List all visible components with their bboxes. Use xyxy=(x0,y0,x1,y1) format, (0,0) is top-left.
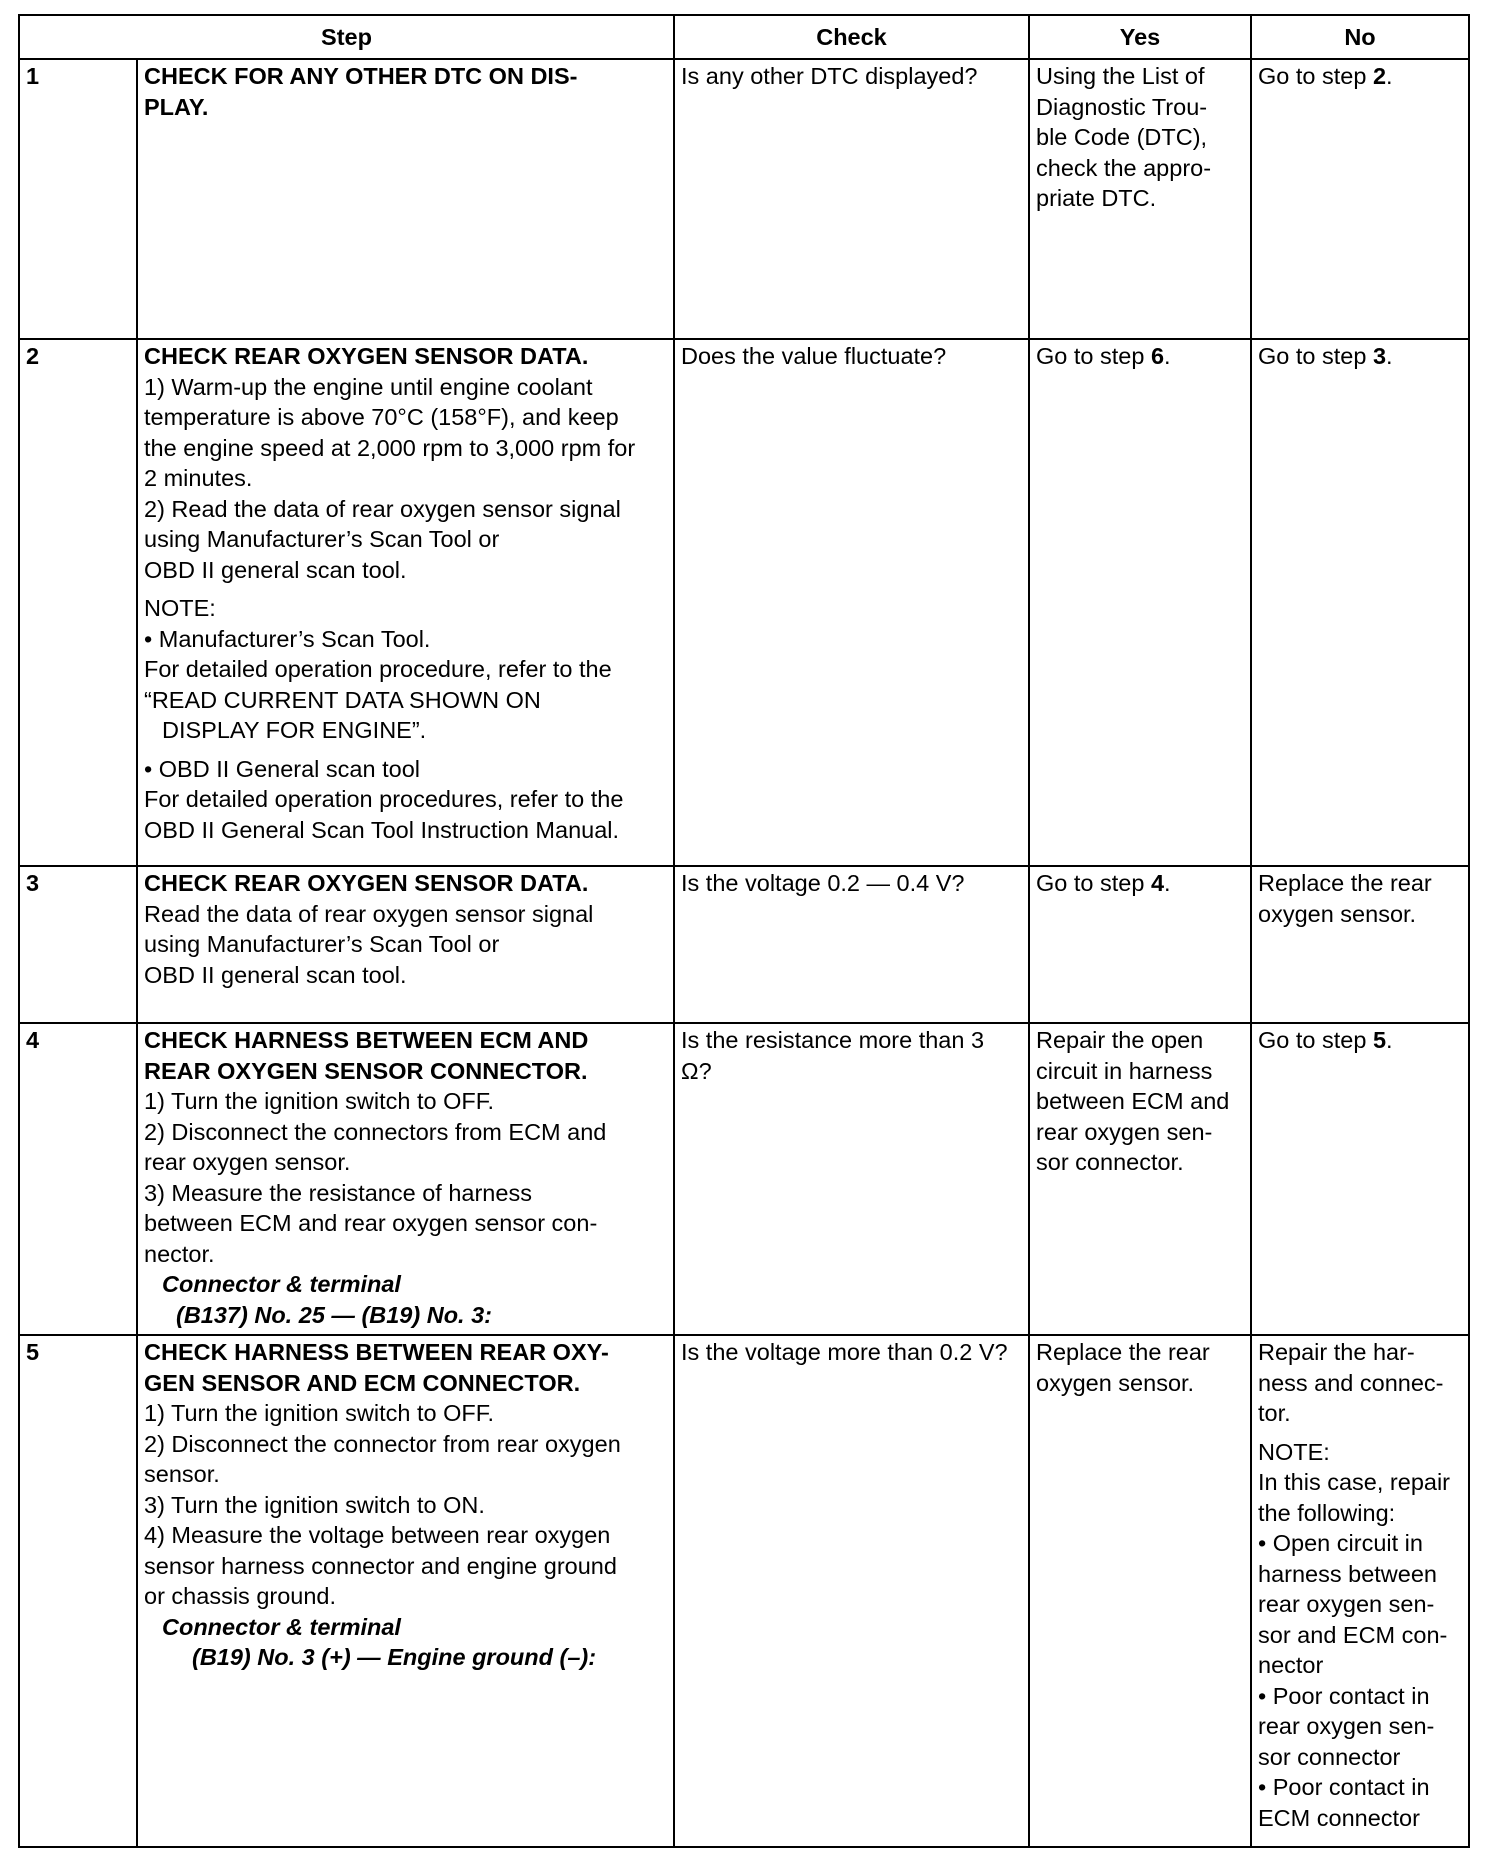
step-number: 1 xyxy=(19,59,137,339)
step-text: 4) Measure the voltage between rear oxygen xyxy=(144,1522,611,1548)
step-title: CHECK FOR ANY OTHER DTC ON DIS- xyxy=(144,63,578,89)
step-text: the engine speed at 2,000 rpm to 3,000 rpm for xyxy=(144,434,636,461)
step-text: 1) Turn the ignition switch to OFF. xyxy=(144,1400,495,1426)
step-title: CHECK REAR OXYGEN SENSOR DATA. xyxy=(144,343,589,369)
step-text: 2) Disconnect the connectors from ECM and xyxy=(144,1118,607,1145)
no-cell xyxy=(1251,59,1469,339)
yes-cell xyxy=(1029,59,1251,339)
yes-text: . xyxy=(1164,870,1171,896)
step-cell xyxy=(137,1023,674,1335)
step-text: 1) Turn the ignition switch to OFF. xyxy=(144,1088,495,1114)
no-text: Repair the har- xyxy=(1258,1339,1415,1365)
step-number: 3 xyxy=(19,866,137,1023)
header-yes: Yes xyxy=(1029,15,1251,59)
yes-text: Repair the open xyxy=(1036,1027,1204,1053)
note-text: sor connector xyxy=(1258,1743,1401,1770)
note-text: rear oxygen sen- xyxy=(1258,1591,1435,1617)
yes-step-ref: 6 xyxy=(1150,343,1165,369)
note-label: NOTE: xyxy=(1258,1438,1330,1465)
note-label: NOTE: xyxy=(144,595,216,621)
yes-text: Diagnostic Trou- xyxy=(1036,93,1208,120)
check-text: Is the resistance more than 3 xyxy=(681,1027,985,1053)
no-text: ness and connec- xyxy=(1258,1369,1444,1396)
yes-text: Go to step xyxy=(1036,870,1151,896)
yes-text: rear oxygen sen- xyxy=(1036,1118,1213,1145)
no-text: . xyxy=(1386,343,1393,369)
yes-text: Replace the rear xyxy=(1036,1339,1210,1365)
table-row xyxy=(19,59,1469,339)
header-check: Check xyxy=(674,15,1029,59)
connector-terminal-label: Connector & terminal xyxy=(162,1271,401,1297)
step-number: 5 xyxy=(19,1335,137,1847)
check-text: Ω? xyxy=(681,1057,712,1084)
step-text: sensor. xyxy=(144,1461,220,1487)
check-cell: Is any other DTC displayed? xyxy=(674,59,1029,339)
step-text: nector. xyxy=(144,1240,215,1267)
connector-terminal-label: Connector & terminal xyxy=(162,1613,401,1640)
table-row xyxy=(19,339,1469,866)
check-cell xyxy=(674,1023,1029,1335)
table-row xyxy=(19,1335,1469,1847)
step-text: 3) Measure the resistance of harness xyxy=(144,1179,532,1206)
note-text: • Open circuit in xyxy=(1258,1530,1423,1556)
no-text: Go to step xyxy=(1258,343,1373,369)
yes-text: Go to step xyxy=(1036,343,1151,369)
note-text: In this case, repair xyxy=(1258,1469,1451,1495)
no-text: Go to step xyxy=(1258,1027,1373,1053)
no-step-ref: 3 xyxy=(1372,343,1387,369)
no-cell xyxy=(1251,1023,1469,1335)
note-text: • OBD II General scan tool xyxy=(144,755,420,782)
yes-text: check the appro- xyxy=(1036,154,1212,181)
step-text: 1) Warm-up the engine until engine coolant xyxy=(144,373,593,400)
note-text: • Manufacturer’s Scan Tool. xyxy=(144,625,431,652)
step-text: rear oxygen sensor. xyxy=(144,1149,351,1175)
step-title: CHECK HARNESS BETWEEN REAR OXY- xyxy=(144,1339,609,1365)
yes-text: ble Code (DTC), xyxy=(1036,124,1208,150)
yes-cell xyxy=(1029,339,1251,866)
yes-cell xyxy=(1029,1023,1251,1335)
no-text: Replace the rear xyxy=(1258,870,1432,896)
step-text: or chassis ground. xyxy=(144,1583,337,1609)
step-text: 2) Disconnect the connector from rear oxygen xyxy=(144,1430,621,1457)
note-text: • Poor contact in xyxy=(1258,1682,1430,1709)
header-no: No xyxy=(1251,15,1469,59)
step-cell xyxy=(137,339,674,866)
no-text: Go to step xyxy=(1258,63,1373,89)
step-title: GEN SENSOR AND ECM CONNECTOR. xyxy=(144,1369,581,1396)
step-text: Read the data of rear oxygen sensor signal xyxy=(144,900,594,927)
step-title: PLAY. xyxy=(144,93,209,120)
no-text: . xyxy=(1386,1027,1393,1053)
diagnostic-table xyxy=(18,14,1470,1848)
no-cell xyxy=(1251,866,1469,1023)
step-text: using Manufacturer’s Scan Tool or xyxy=(144,931,500,957)
no-text: tor. xyxy=(1258,1400,1291,1426)
yes-text: . xyxy=(1164,343,1171,369)
yes-text: oxygen sensor. xyxy=(1036,1369,1195,1396)
yes-text: between ECM and xyxy=(1036,1088,1230,1114)
step-text: temperature is above 70°C (158°F), and keep xyxy=(144,404,619,430)
table-row xyxy=(19,1023,1469,1335)
step-text: 3) Turn the ignition switch to ON. xyxy=(144,1491,485,1518)
check-cell: Does the value fluctuate? xyxy=(674,339,1029,866)
yes-text: sor connector. xyxy=(1036,1149,1184,1175)
yes-cell xyxy=(1029,866,1251,1023)
step-text: OBD II general scan tool. xyxy=(144,961,407,988)
yes-text: priate DTC. xyxy=(1036,185,1157,211)
note-text: ECM connector xyxy=(1258,1804,1420,1831)
connector-terminal-value: (B137) No. 25 — (B19) No. 3: xyxy=(176,1301,493,1328)
note-text: rear oxygen sen- xyxy=(1258,1713,1435,1739)
step-text: OBD II general scan tool. xyxy=(144,556,407,583)
step-cell xyxy=(137,1335,674,1847)
note-text: sor and ECM con- xyxy=(1258,1621,1448,1648)
yes-cell xyxy=(1029,1335,1251,1847)
no-cell xyxy=(1251,1335,1469,1847)
step-text: 2) Read the data of rear oxygen sensor signal xyxy=(144,495,621,522)
connector-terminal-value: (B19) No. 3 (+) — Engine ground (–): xyxy=(192,1644,597,1670)
no-text: . xyxy=(1386,63,1393,89)
table-row xyxy=(19,866,1469,1023)
step-number: 2 xyxy=(19,339,137,866)
step-title: CHECK REAR OXYGEN SENSOR DATA. xyxy=(144,870,589,896)
note-text: • Poor contact in xyxy=(1258,1774,1430,1800)
note-text: “READ CURRENT DATA SHOWN ON xyxy=(144,686,541,713)
note-text: nector xyxy=(1258,1652,1324,1678)
no-text: oxygen sensor. xyxy=(1258,900,1417,927)
header-row xyxy=(19,15,1469,59)
note-text: OBD II General Scan Tool Instruction Manual. xyxy=(144,816,620,843)
step-text: between ECM and rear oxygen sensor con- xyxy=(144,1210,598,1236)
check-cell: Is the voltage more than 0.2 V? xyxy=(674,1335,1029,1847)
no-step-ref: 5 xyxy=(1372,1027,1387,1053)
note-text: DISPLAY FOR ENGINE”. xyxy=(162,717,427,743)
note-text: harness between xyxy=(1258,1560,1437,1587)
step-cell xyxy=(137,866,674,1023)
step-title: CHECK HARNESS BETWEEN ECM AND xyxy=(144,1027,589,1053)
yes-text: Using the List of xyxy=(1036,63,1205,89)
step-title: REAR OXYGEN SENSOR CONNECTOR. xyxy=(144,1057,588,1084)
step-text: using Manufacturer’s Scan Tool or xyxy=(144,526,500,552)
step-text: sensor harness connector and engine ground xyxy=(144,1552,617,1579)
step-number: 4 xyxy=(19,1023,137,1335)
yes-text: circuit in harness xyxy=(1036,1057,1213,1084)
note-text: For detailed operation procedures, refer to the xyxy=(144,786,624,812)
note-text: the following: xyxy=(1258,1499,1396,1526)
no-cell xyxy=(1251,339,1469,866)
no-step-ref: 2 xyxy=(1372,63,1387,89)
header-step: Step xyxy=(19,15,674,59)
step-text: 2 minutes. xyxy=(144,465,253,491)
check-cell: Is the voltage 0.2 — 0.4 V? xyxy=(674,866,1029,1023)
note-text: For detailed operation procedure, refer to the xyxy=(144,656,612,682)
step-cell xyxy=(137,59,674,339)
yes-step-ref: 4 xyxy=(1150,870,1165,896)
